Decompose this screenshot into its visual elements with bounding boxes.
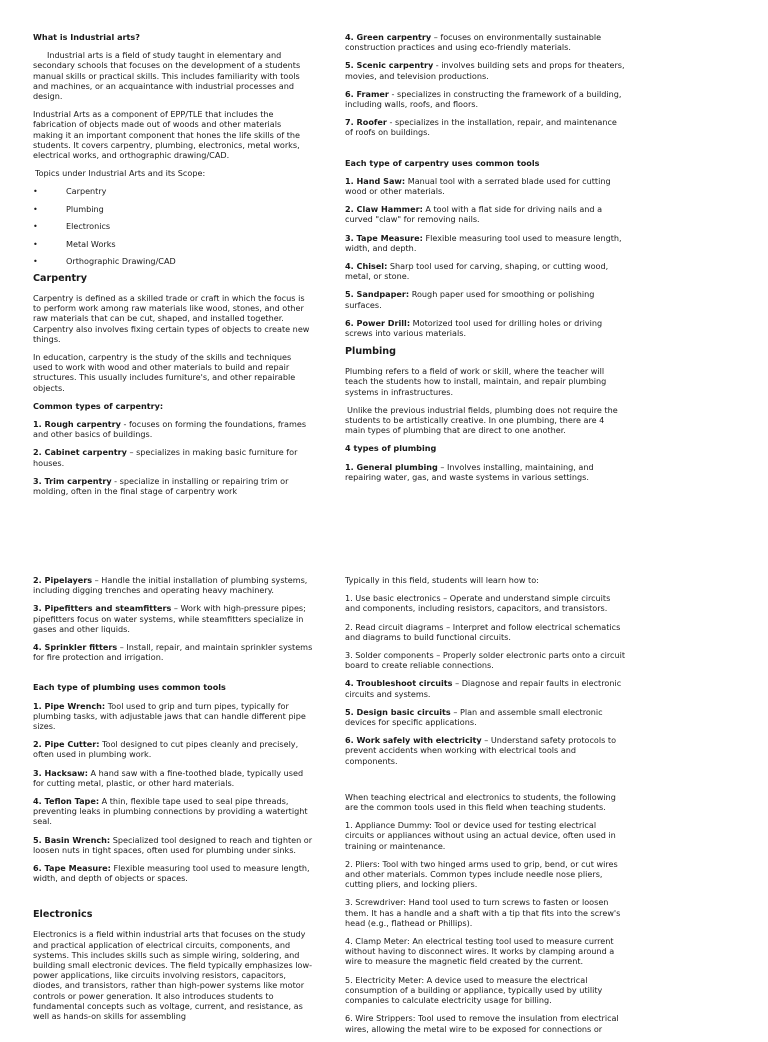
carpentry-type-item: 2. Cabinet carpentry – specializes in making basic furniture for houses. <box>33 447 298 468</box>
plumbing-tool-item: 2. Pipe Cutter: Tool designed to cut pipes cleanly and precisely, often used in plumbing work. <box>33 739 299 760</box>
electronics-skill-item: 1. Use basic electronics – Operate and understand simple circuits and components, including resistors, capacitors, and transistors. <box>345 593 611 614</box>
carpentry-type-item: 3. Trim carpentry - specialize in installing or repairing trim or molding, often in the final stage of carpentry work <box>33 475 289 496</box>
carpentry-paragraph-2: In education, carpentry is the study of the skills and techniques used to work with wood and other materials to build and repair structures. This usually includes furniture's, and other repairable objects. <box>33 351 296 393</box>
plumbing-tool-item: 4. Teflon Tape: A thin, flexible tape used to seal pipe threads, preventing leaks in plumbing connections by providing a watertight seal. <box>33 796 308 827</box>
plumbing-paragraph-2: Unlike the previous industrial fields, plumbing does not require the students to be artistically creative. In one plumbing, there are 4 main types of plumbing that are direct to one another. <box>345 404 618 436</box>
plumbing-type-item: 3. Pipefitters and steamfitters – Work with high-pressure pipes; pipefitters focus on water systems, while steamfitters specialize in gases and other liquids. <box>33 603 306 634</box>
electronics-skill-item: 2. Read circuit diagrams – Interpret and follow electrical schematics and diagrams to build functional circuits. <box>345 621 621 642</box>
electronics-tools-intro: When teaching electrical and electronics to students, the following are the common tools used in this field when teaching students. <box>345 791 616 813</box>
topic-item: • Electronics <box>33 221 313 239</box>
intro-paragraph-2: Industrial Arts as a component of EPP/TLE that includes the fabrication of objects made out of woods and other materials making it an important component that hones the life skills of the students. It covers carpentry, plumbing, electronics, metal works, electrical works, and orthographic drawing/CAD. <box>33 109 301 161</box>
plumbing-paragraph-1: Plumbing refers to a field of work or skill, where the teacher will teach the students how to install, maintain, and repair plumbing systems in infrastructures. <box>345 366 607 397</box>
plumbing-tools-heading: Each type of plumbing uses common tools <box>33 682 226 693</box>
plumbing-types-heading: 4 types of plumbing <box>345 443 437 454</box>
topics-list <box>33 186 313 274</box>
topic-item: • Orthographic Drawing/CAD <box>33 256 313 274</box>
document-page-1 <box>0 0 768 510</box>
plumbing-tool-item: 6. Tape Measure: Flexible measuring tool used to measure length, width, and depth of objects or spaces. <box>33 863 310 884</box>
carpentry-type-item: 7. Roofer - specializes in the installation, repair, and maintenance of roofs on buildings. <box>345 117 617 138</box>
intro-heading: What is Industrial arts? <box>33 32 140 42</box>
carpentry-tool-item: 1. Hand Saw: Manual tool with a serrated blade used for cutting wood or other materials. <box>345 175 611 197</box>
carpentry-tool-item: 4. Chisel: Sharp tool used for carving, shaping, or cutting wood, metal, or stone. <box>345 261 609 282</box>
electronics-tool-item: 4. Clamp Meter: An electrical testing tool used to measure current without having to disconnect wires. It works by clamping around a wire to measure the magnetic field created by the current. <box>345 936 615 967</box>
carpentry-type-item: 6. Framer - specializes in constructing the framework of a building, including walls, roofs, and floors. <box>345 88 622 110</box>
electronics-tool-item: 5. Electricity Meter: A device used to measure the electrical consumption of a building or appliance, typically used by utility companies to calculate electricity usage for billing. <box>345 974 603 1006</box>
electronics-skills-intro: Typically in this field, students will learn how to: <box>345 575 539 585</box>
carpentry-types-heading: Common types of carpentry: <box>33 400 164 411</box>
spacer <box>33 670 313 682</box>
carpentry-tool-item: 5. Sandpaper: Rough paper used for smoothing or polishing surfaces. <box>345 289 595 310</box>
topic-item: • Plumbing <box>33 204 313 222</box>
topics-intro: Topics under Industrial Arts and its Scope: <box>35 168 206 179</box>
topic-item: • Metal Works <box>33 239 313 257</box>
electronics-heading: Electronics <box>33 909 93 921</box>
page1-right-column <box>345 32 625 490</box>
carpentry-paragraph-1: Carpentry is defined as a skilled trade or craft in which the focus is to perform work among raw materials like wood, stones, and other raw materials that can be cut, shaped, and installed together. Carpentry also involves fixing certain types of objects to create new things. <box>33 292 310 344</box>
electronics-skill-item: 6. Work safely with electricity – Understand safety protocols to prevent accidents when working with electrical tools and components. <box>345 735 617 766</box>
electronics-tool-item: 3. Screwdriver: Hand tool used to turn screws to fasten or loosen them. It has a handle and a shaft with a tip that fits into the screw's head (e.g., flathead or Phillips). <box>345 897 621 928</box>
spacer <box>33 891 313 909</box>
plumbing-tool-item: 3. Hacksaw: A hand saw with a fine-toothed blade, typically used for cutting metal, plastic, or other hard materials. <box>33 767 304 788</box>
plumbing-tool-item: 1. Pipe Wrench: Tool used to grip and turn pipes, typically for plumbing tasks, with adjustable jaws that can handle different pipe sizes. <box>33 700 306 732</box>
plumbing-heading: Plumbing <box>345 346 396 358</box>
electronics-skill-item: 5. Design basic circuits – Plan and assemble small electronic devices for specific applications. <box>345 706 603 728</box>
plumbing-type-item: 2. Pipelayers – Handle the initial installation of plumbing systems, including digging trenches and operating heavy machinery. <box>33 575 308 596</box>
intro-paragraph-1: Industrial arts is a field of study taught in elementary and secondary schools that focuses on the development of a students manual skills or practical skills. This includes familiarity with tools and machines, or an acquaintance with industrial processes and design. <box>33 50 301 102</box>
electronics-tool-item: 1. Appliance Dummy: Tool or device used for testing electrical circuits or appliances without using an actual device, often used in training or maintenance. <box>345 820 616 851</box>
topic-item: • Carpentry <box>33 186 313 204</box>
page2-right-column <box>345 575 627 1042</box>
plumbing-type-item: 4. Sprinkler fitters – Install, repair, and maintain sprinkler systems for fire protection and irrigation. <box>33 642 313 663</box>
carpentry-tool-item: 6. Power Drill: Motorized tool used for drilling holes or driving screws into various materials. <box>345 317 603 339</box>
carpentry-heading: Carpentry <box>33 272 88 284</box>
page1-left-column <box>33 32 313 504</box>
electronics-tool-item: 6. Wire Strippers: Tool used to remove the insulation from electrical wires, allowing the metal wire to be exposed for connections or <box>345 1013 619 1034</box>
carpentry-tool-item: 3. Tape Measure: Flexible measuring tool used to measure length, width, and depth. <box>345 232 622 253</box>
spacer <box>345 774 627 792</box>
plumbing-tool-item: 5. Basin Wrench: Specialized tool designed to reach and tighten or loosen nuts in tight spaces, often used for plumbing under sinks. <box>33 834 313 855</box>
electronics-tool-item: 2. Pliers: Tool with two hinged arms used to grip, bend, or cut wires and other materials. Common types include needle nose pliers, cutting pliers, and locking pliers. <box>345 858 618 890</box>
carpentry-type-item: 1. Rough carpentry - focuses on forming the foundations, frames and other basics of buildings. <box>33 418 307 440</box>
carpentry-type-item: 4. Green carpentry – focuses on environmentally sustainable construction practices and using eco-friendly materials. <box>345 32 602 53</box>
page2-left-column <box>33 575 313 1029</box>
electronics-paragraph-1: Electronics is a field within industrial arts that focuses on the study and practical application of electrical circuits, components, and systems. This includes skills such as simple wiring, soldering, and building small electronic devices. The field typically emphasizes low-power applications, like circuits involving resistors, capacitors, diodes, and transistors, rather than high-power systems like motor controls or power generation. It also introduces students to fundamental concepts such as voltage, current, and resistance, as well as hands-on skills for assembling <box>33 929 313 1022</box>
electronics-skill-item: 3. Solder components – Properly solder electronic parts onto a circuit board to create reliable connections. <box>345 650 626 671</box>
plumbing-type-item: 1. General plumbing – Involves installing, maintaining, and repairing water, gas, and waste systems in various settings. <box>345 461 594 482</box>
carpentry-tools-heading: Each type of carpentry uses common tools <box>345 157 540 168</box>
carpentry-tool-item: 2. Claw Hammer: A tool with a flat side for driving nails and a curved "claw" for removing nails. <box>345 204 603 225</box>
carpentry-type-item: 5. Scenic carpentry - involves building sets and props for theaters, movies, and television productions. <box>345 60 625 81</box>
spacer <box>345 146 625 158</box>
document-page-2 <box>0 560 768 1034</box>
electronics-skill-item: 4. Troubleshoot circuits – Diagnose and repair faults in electronic circuits and systems. <box>345 678 622 699</box>
